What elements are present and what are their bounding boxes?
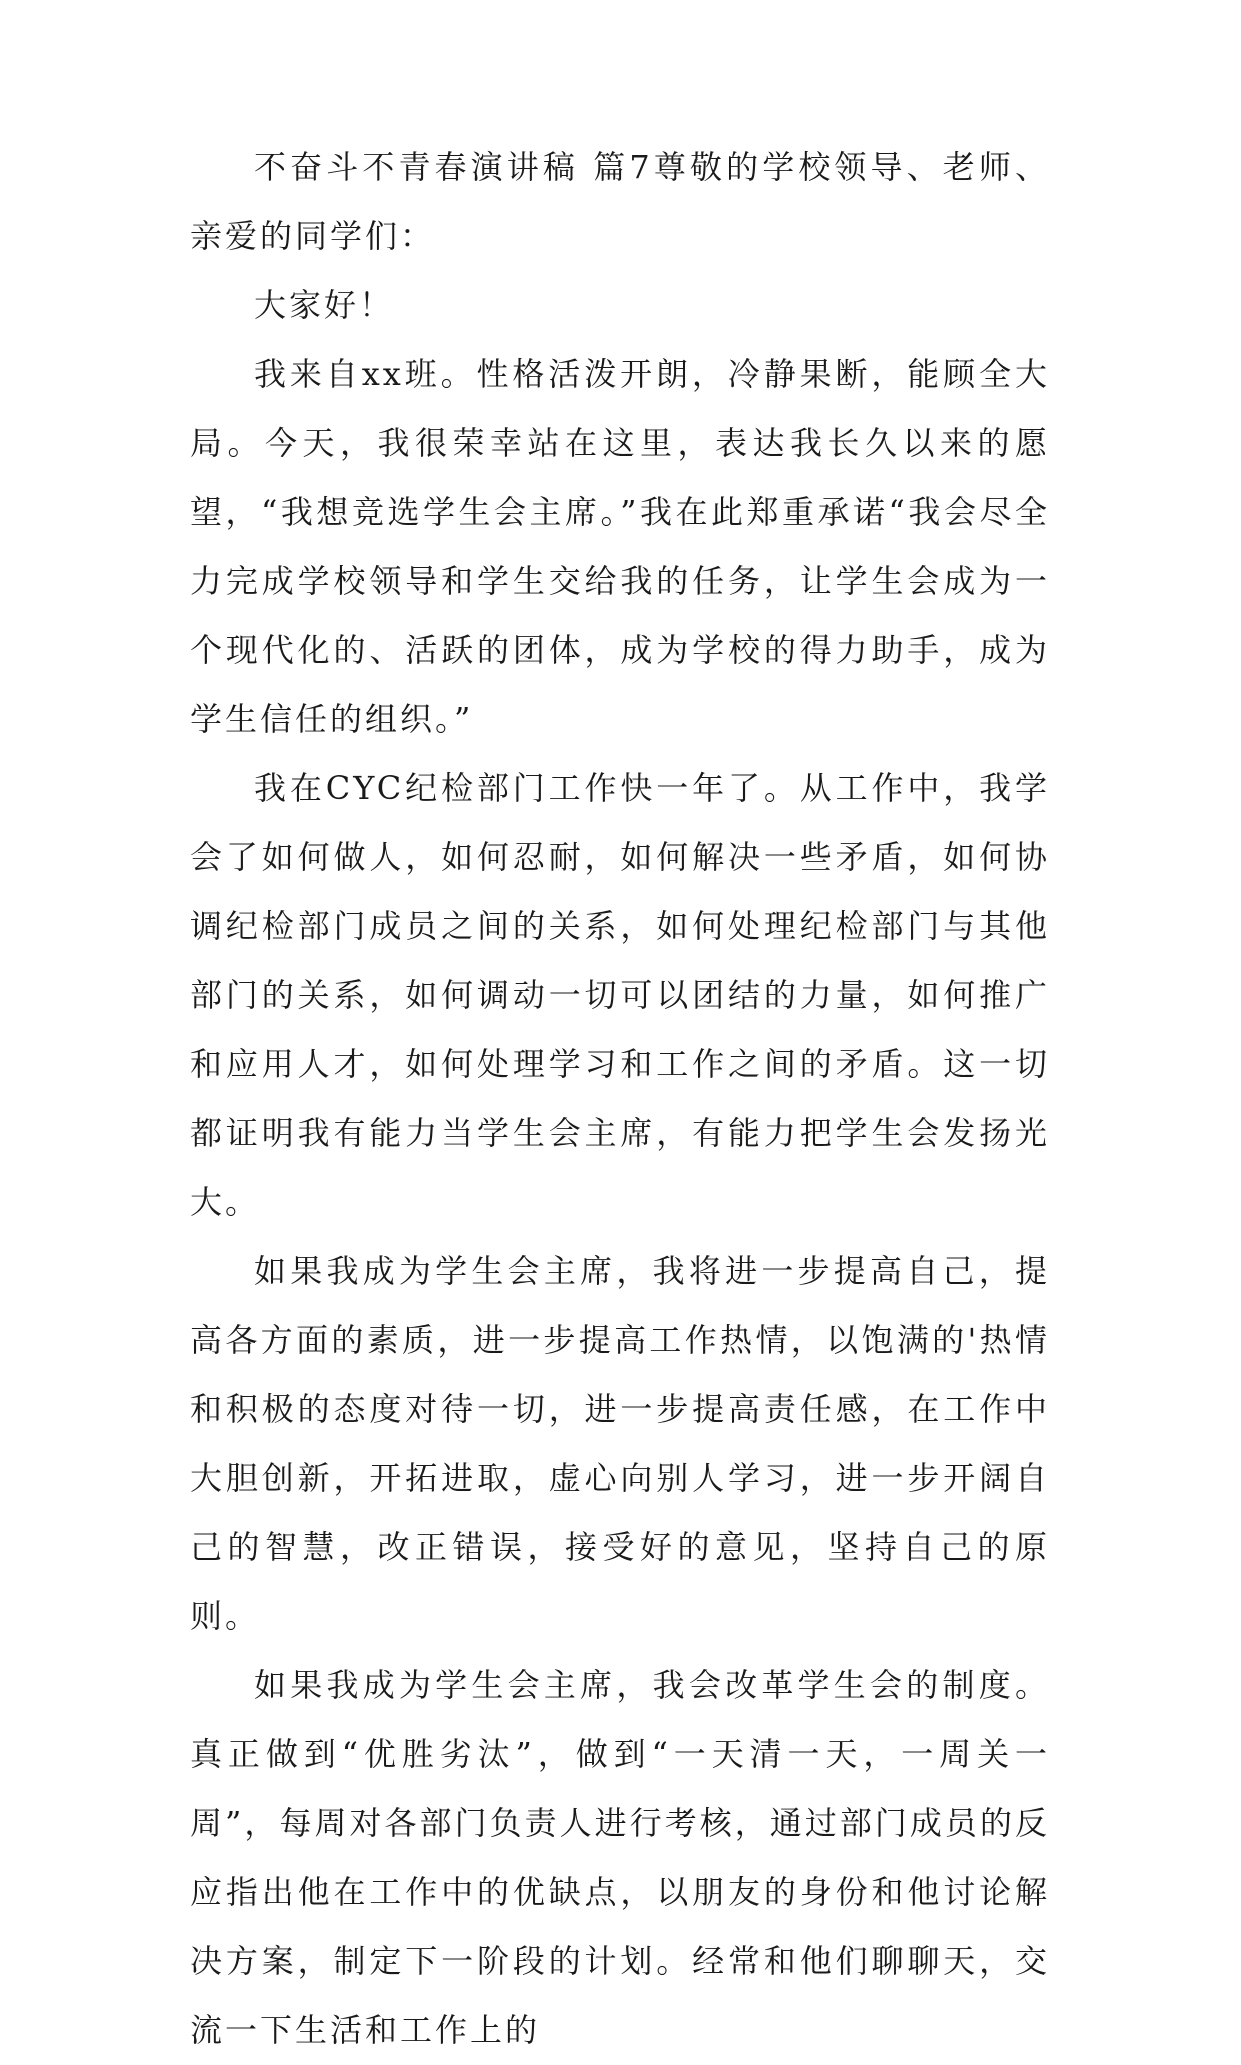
paragraph-introduction: 我来自xx班。性格活泼开朗，冷静果断，能顾全大局。今天，我很荣幸站在这里，表达我长久以来的愿望，“我想竞选学生会主席。”我在此郑重承诺“我会尽全力完成学校领导和学生交给我的任务，让学生会成为一个现代化的、活跃的团体，成为学校的得力助手，成为学生信任的组织。”: [190, 355, 1050, 738]
paragraph-commitment: 如果我成为学生会主席，我将进一步提高自己，提高各方面的素质，进一步提高工作热情，以饱满的'热情和积极的态度对待一切，进一步提高责任感，在工作中大胆创新，开拓进取，虚心向别人学习，进一步开阔自己的智慧，改正错误，接受好的意见，坚持自己的原则。: [190, 1252, 1050, 1635]
document-body: [190, 133, 1050, 2065]
paragraph-greeting: 大家好！: [254, 286, 395, 324]
paragraph-reform: 如果我成为学生会主席，我会改革学生会的制度。真正做到“优胜劣汰”，做到“一天清一天，一周关一周”，每周对各部门负责人进行考核，通过部门成员的反应指出他在工作中的优缺点，以朋友的身份和他讨论解决方案，制定下一阶段的计划。经常和他们聊聊天，交流一下生活和工作上的: [190, 1666, 1050, 2049]
paragraph-experience: 我在CYC纪检部门工作快一年了。从工作中，我学会了如何做人，如何忍耐，如何解决一些矛盾，如何协调纪检部门成员之间的关系，如何处理纪检部门与其他部门的关系，如何调动一切可以团结的力量，如何推广和应用人才，如何处理学习和工作之间的矛盾。这一切都证明我有能力当学生会主席，有能力把学生会发扬光大。: [190, 769, 1050, 1221]
paragraph-title: 不奋斗不青春演讲稿 篇7尊敬的学校领导、老师、亲爱的同学们：: [190, 148, 1050, 255]
